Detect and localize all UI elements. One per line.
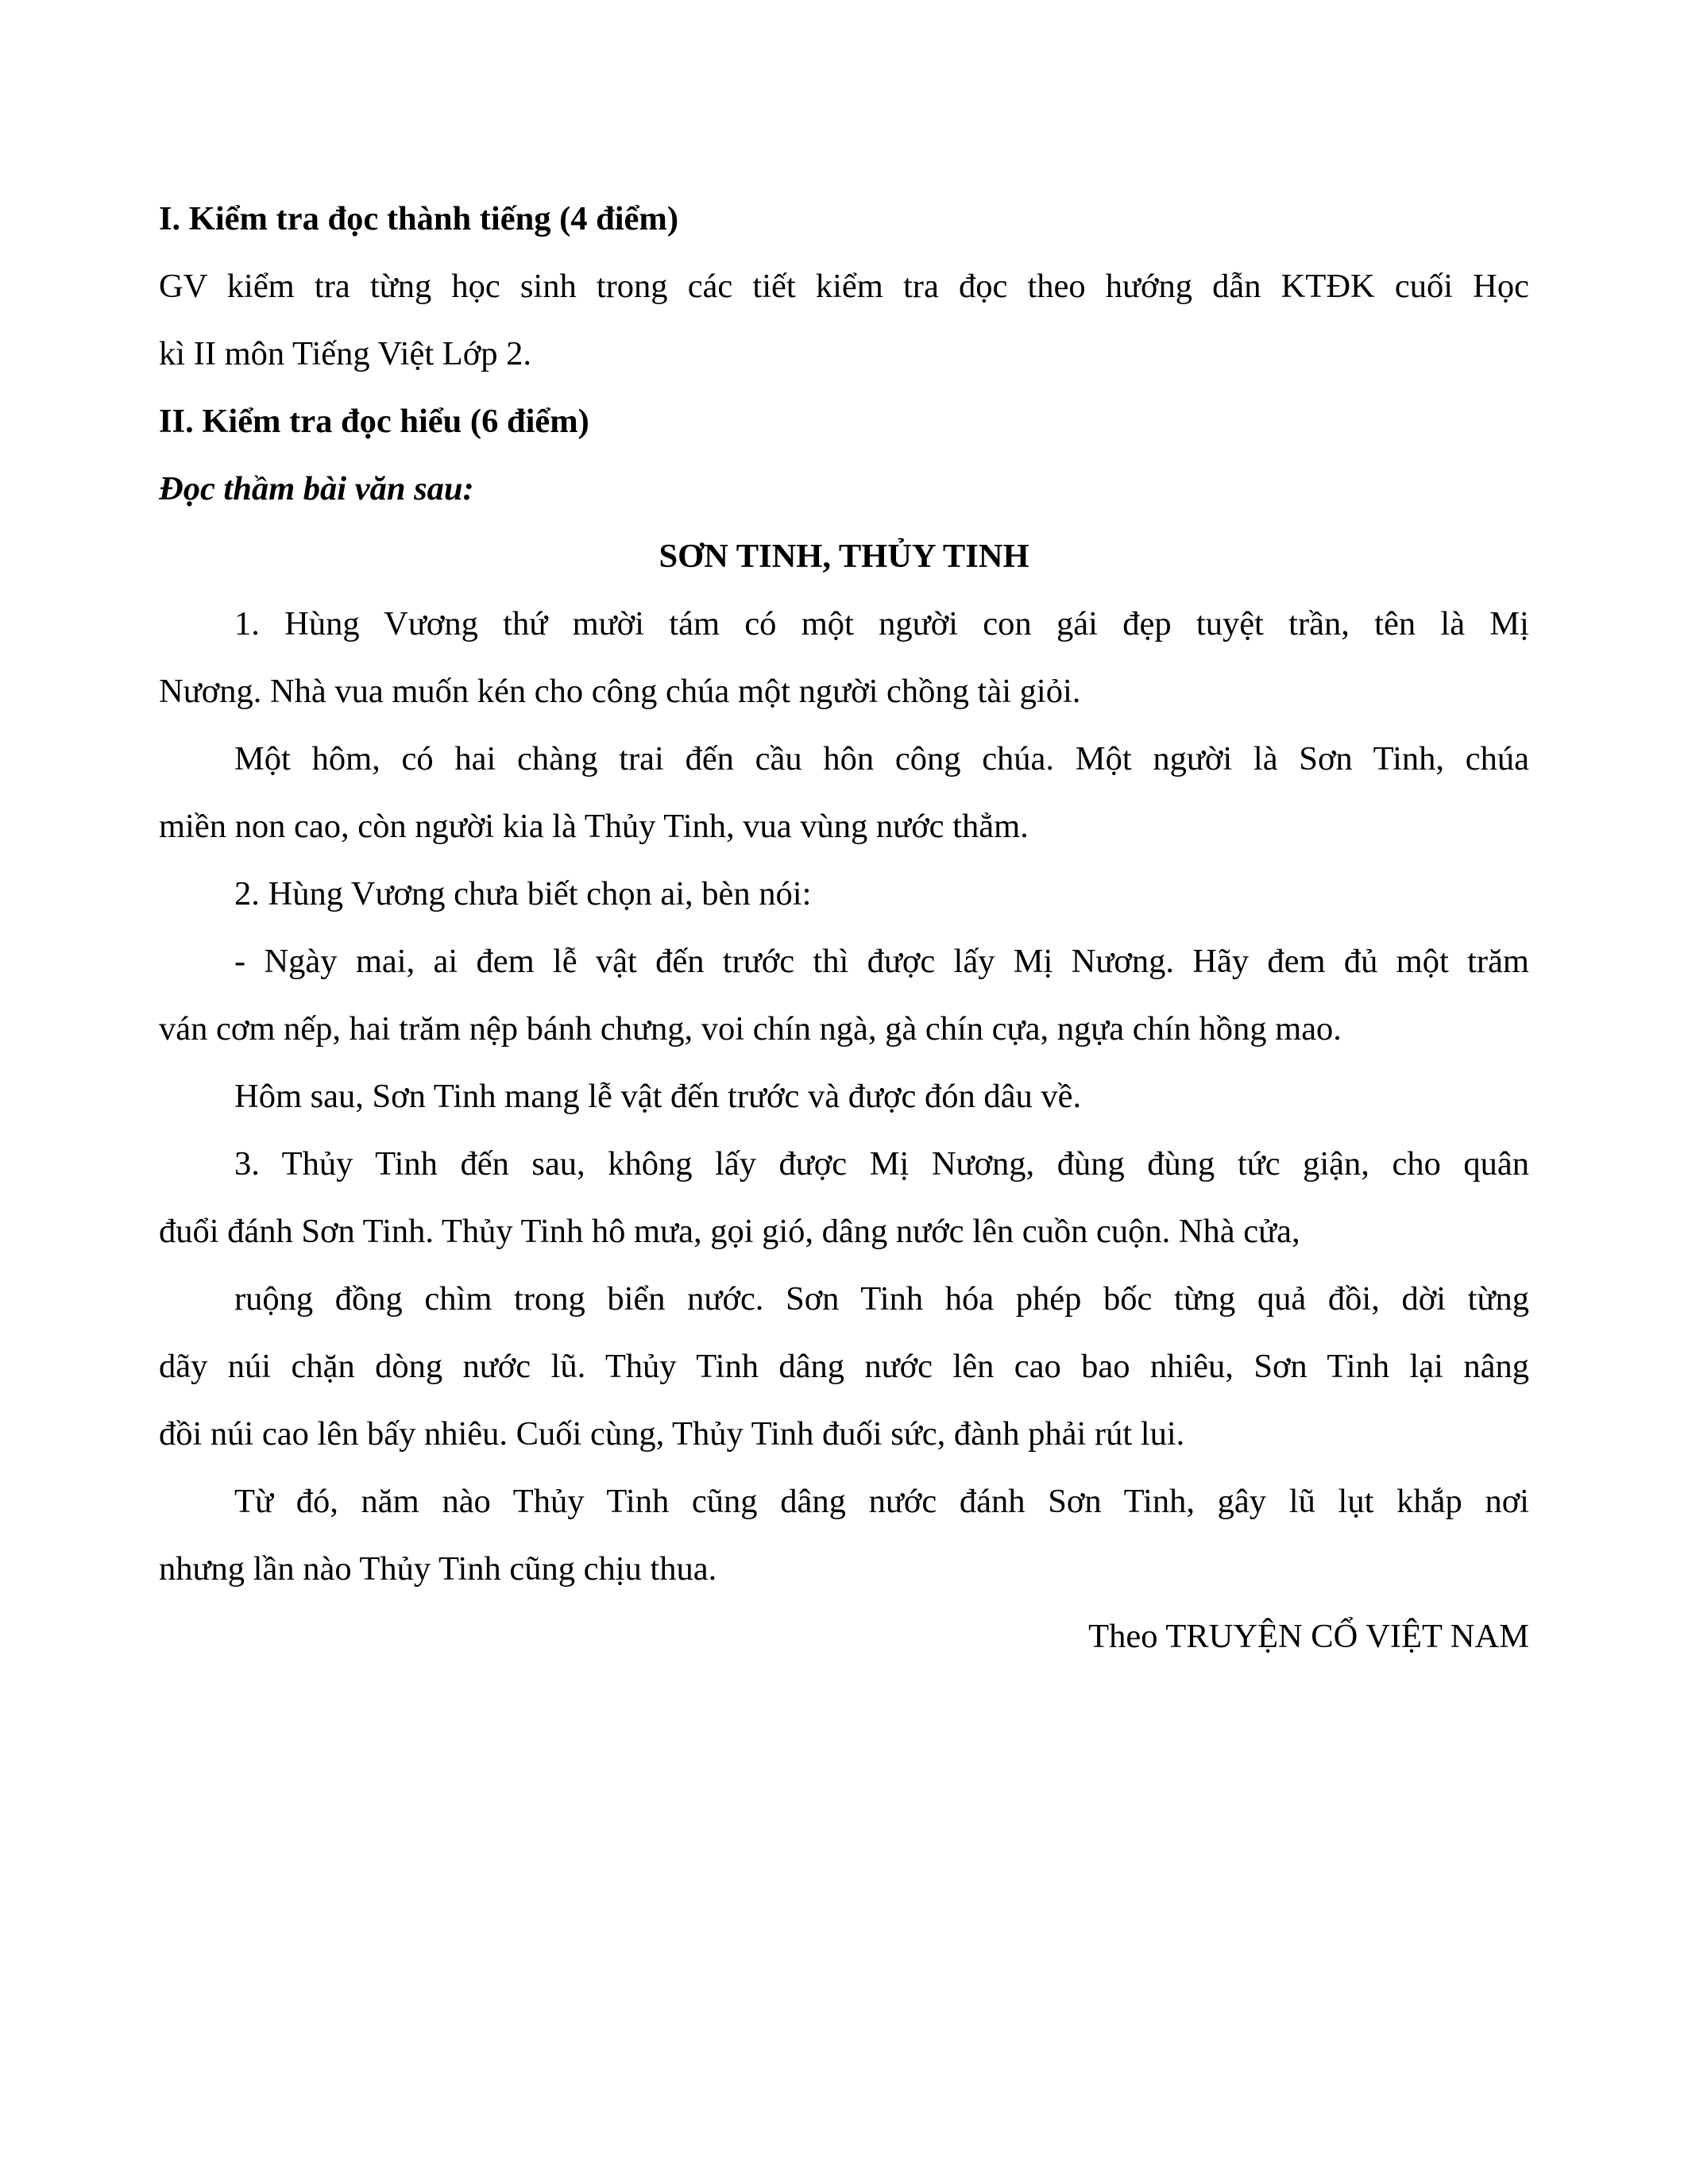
story-line: Nương. Nhà vua muốn kén cho công chúa một người chồng tài giỏi. <box>159 673 1081 710</box>
story-line: dãy núi chặn dòng nước lũ. Thủy Tinh dâng nước lên cao bao nhiêu, Sơn Tinh lại nâng <box>159 1348 1529 1385</box>
story-line: 1. Hùng Vương thứ mười tám có một người con gái đẹp tuyệt trần, tên là Mị <box>234 605 1529 642</box>
section-2-heading: II. Kiểm tra đọc hiểu (6 điểm) <box>159 403 589 440</box>
story-line: miền non cao, còn người kia là Thủy Tinh, vua vùng nước thẳm. <box>159 808 1029 845</box>
section-1-text-line-1: GV kiểm tra từng học sinh trong các tiết kiểm tra đọc theo hướng dẫn KTĐK cuối Học <box>159 268 1529 305</box>
story-line: Từ đó, năm nào Thủy Tinh cũng dâng nước đánh Sơn Tinh, gây lũ lụt khắp nơi <box>234 1483 1529 1520</box>
story-source: Theo TRUYỆN CỔ VIỆT NAM <box>1088 1618 1529 1655</box>
story-line: ván cơm nếp, hai trăm nệp bánh chưng, voi chín ngà, gà chín cựa, ngựa chín hồng mao. <box>159 1010 1342 1048</box>
section-2-instruction: Đọc thầm bài văn sau: <box>159 470 474 507</box>
story-line: - Ngày mai, ai đem lễ vật đến trước thì được lấy Mị Nương. Hãy đem đủ một trăm <box>234 943 1529 980</box>
story-line: đồi núi cao lên bấy nhiêu. Cuối cùng, Thủy Tinh đuối sức, đành phải rút lui. <box>159 1415 1185 1453</box>
story-line: 2. Hùng Vương chưa biết chọn ai, bèn nói: <box>234 875 812 913</box>
story-title: SƠN TINH, THỦY TINH <box>659 538 1029 575</box>
story-line: 3. Thủy Tinh đến sau, không lấy được Mị Nương, đùng đùng tức giận, cho quân <box>234 1145 1529 1183</box>
story-line: đuổi đánh Sơn Tinh. Thủy Tinh hô mưa, gọi gió, dâng nước lên cuồn cuộn. Nhà cửa, <box>159 1213 1300 1250</box>
story-line: ruộng đồng chìm trong biển nước. Sơn Tinh hóa phép bốc từng quả đồi, dời từng <box>234 1280 1529 1318</box>
story-line: Một hôm, có hai chàng trai đến cầu hôn công chúa. Một người là Sơn Tinh, chúa <box>234 740 1529 778</box>
story-line: Hôm sau, Sơn Tinh mang lễ vật đến trước và được đón dâu về. <box>234 1078 1082 1115</box>
story-line: nhưng lần nào Thủy Tinh cũng chịu thua. <box>159 1550 717 1588</box>
section-1-heading: I. Kiểm tra đọc thành tiếng (4 điểm) <box>159 200 678 237</box>
section-1-text-line-2: kì II môn Tiếng Việt Lớp 2. <box>159 335 531 372</box>
